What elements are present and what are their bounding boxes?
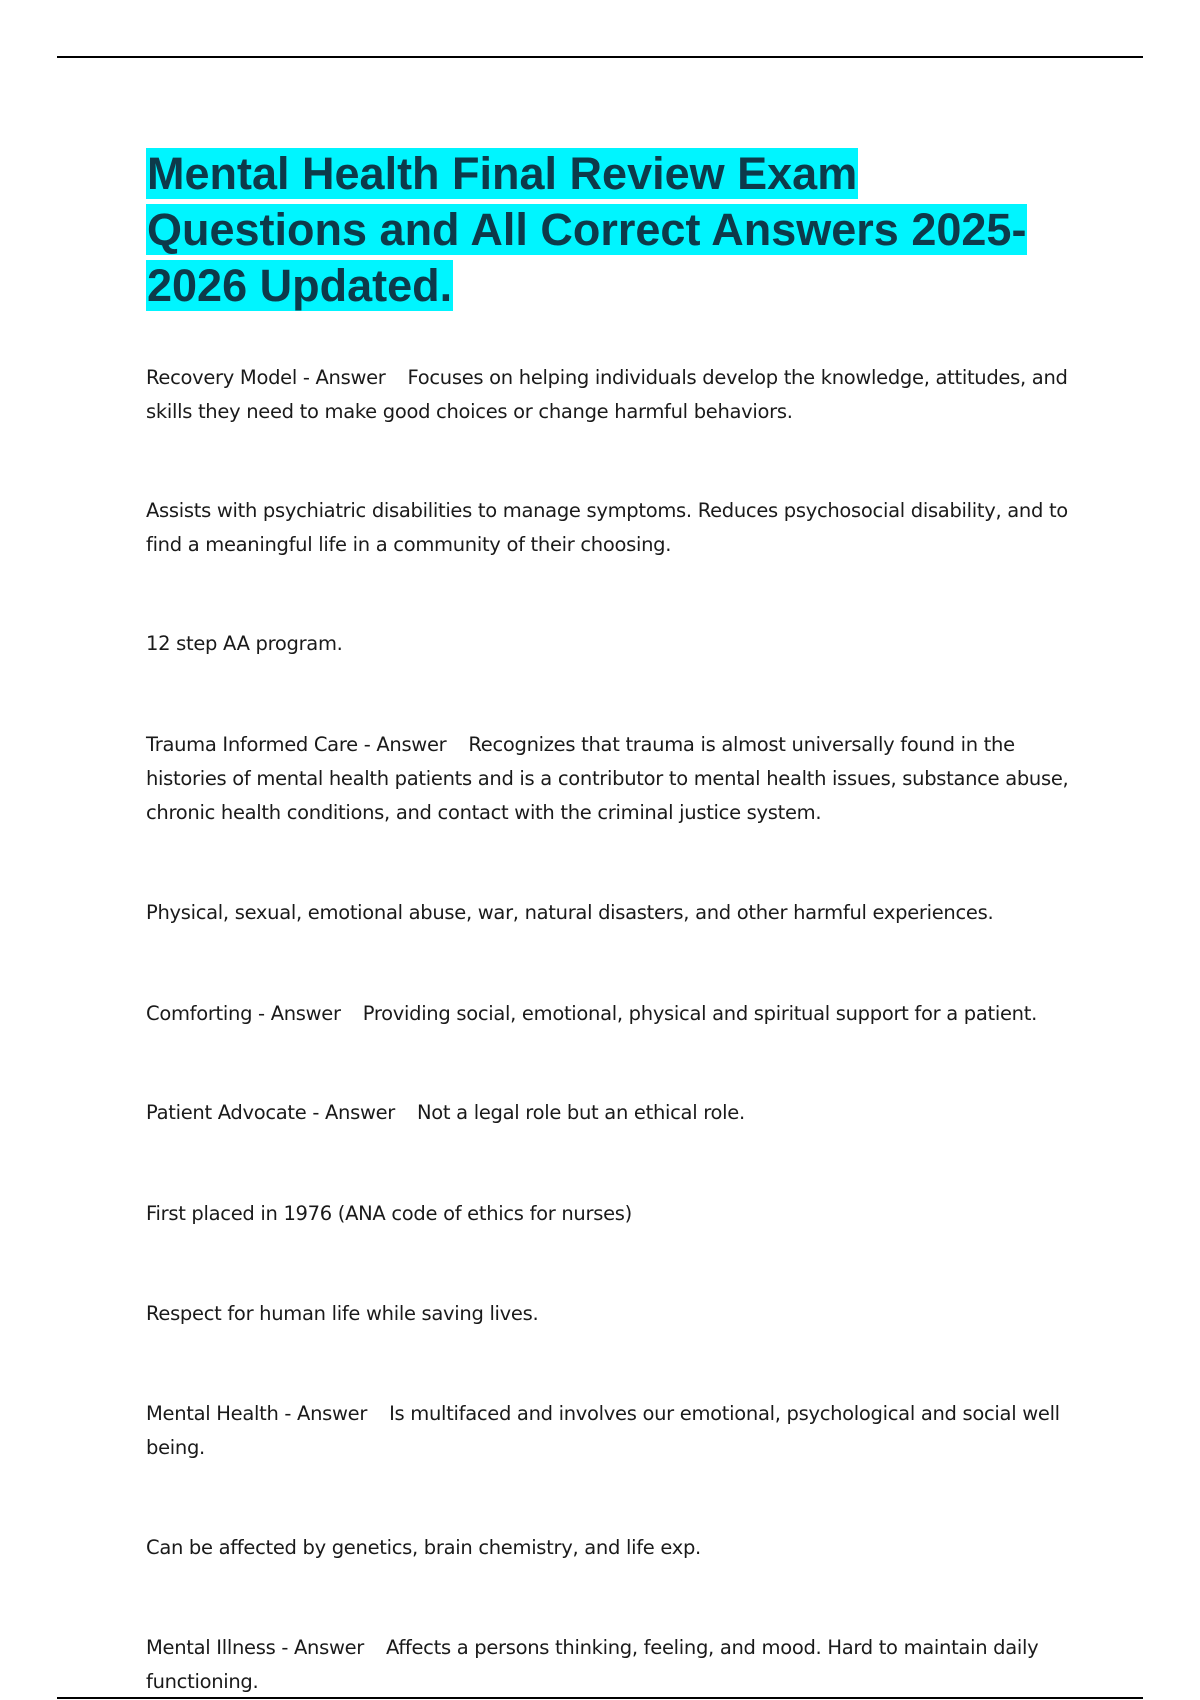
entry-trauma-informed-care bbox=[146, 728, 1096, 830]
entry-text: 12 step AA program. bbox=[146, 632, 343, 655]
entry-text: Respect for human life while saving lives. bbox=[146, 1302, 539, 1325]
entry-term: Mental Illness - Answer bbox=[146, 1636, 365, 1659]
entry-text: Not a legal role but an ethical role. bbox=[417, 1101, 745, 1124]
entry-text: Recognizes that trauma is almost universally found in the histories of mental health patients and is a contributor to mental health issues, substance abuse, chronic health conditions, and contact with the criminal justice system. bbox=[146, 733, 1069, 824]
bottom-rule bbox=[57, 1697, 1143, 1699]
entry-text: Affects a persons thinking, feeling, and mood. Hard to maintain daily functioning. bbox=[146, 1636, 1039, 1693]
top-rule bbox=[57, 56, 1143, 58]
entry-recovery-detail bbox=[146, 494, 1096, 562]
entry-aa-program bbox=[146, 627, 1096, 661]
entry-mental-health bbox=[146, 1397, 1096, 1465]
entry-text: Focuses on helping individuals develop the knowledge, attitudes, and skills they need to make good choices or change harmful behaviors. bbox=[146, 366, 1068, 423]
entry-affected-by bbox=[146, 1531, 1096, 1565]
entry-text: First placed in 1976 (ANA code of ethics for nurses) bbox=[146, 1202, 632, 1225]
entry-term: Comforting - Answer bbox=[146, 1002, 341, 1025]
entry-text: Is multifaced and involves our emotional, psychological and social well being. bbox=[146, 1402, 1060, 1459]
entry-ana-code bbox=[146, 1197, 1096, 1231]
entry-respect-life bbox=[146, 1297, 1096, 1331]
entry-patient-advocate bbox=[146, 1096, 1096, 1130]
title-highlight: Mental Health Final Review Exam Questions and All Correct Answers 2025-2026 Updated. bbox=[147, 148, 1027, 311]
entry-text: Physical, sexual, emotional abuse, war, natural disasters, and other harmful experiences. bbox=[146, 901, 994, 924]
document-title bbox=[146, 146, 1046, 314]
entry-comforting bbox=[146, 997, 1096, 1031]
entry-recovery-model bbox=[146, 361, 1096, 429]
entry-term: Patient Advocate - Answer bbox=[146, 1101, 396, 1124]
entry-term: Mental Health - Answer bbox=[146, 1402, 368, 1425]
entry-term: Trauma Informed Care - Answer bbox=[146, 733, 447, 756]
entry-term: Recovery Model - Answer bbox=[146, 366, 386, 389]
entry-mental-illness bbox=[146, 1631, 1096, 1699]
entry-text: Providing social, emotional, physical and spiritual support for a patient. bbox=[362, 1002, 1037, 1025]
entry-text: Can be affected by genetics, brain chemistry, and life exp. bbox=[146, 1536, 701, 1559]
entry-text: Assists with psychiatric disabilities to manage symptoms. Reduces psychosocial disability, and to find a meaningful life in a community of their choosing. bbox=[146, 499, 1068, 556]
entry-trauma-examples bbox=[146, 896, 1096, 930]
